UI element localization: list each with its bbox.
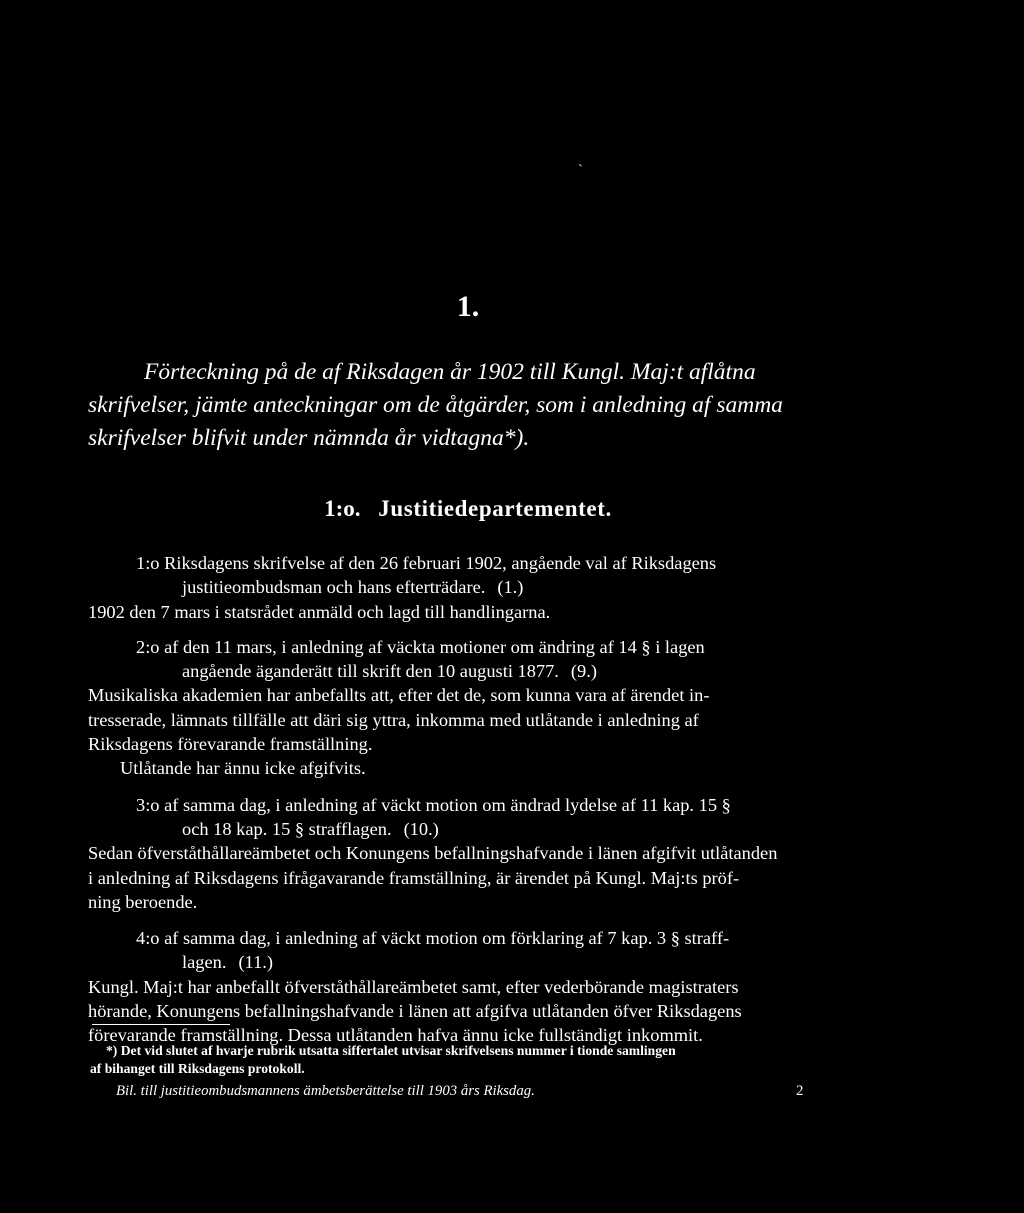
entry-title-text: justitieombudsman och hans efterträdare. [182, 577, 486, 598]
page-number: 1. [456, 290, 480, 323]
section-name: Justitiedepartementet. [378, 496, 612, 521]
signature-text: Bil. till justitieombudsmannens ämbetsberättelse till 1903 års Riksdag. [116, 1083, 535, 1099]
entry-reference-number: (1.) [497, 577, 524, 598]
entry-text-line: Musikaliska akademien har anbefallts att, efter det de, som kunna vara af ärendet in- [88, 685, 710, 706]
document-body [88, 551, 840, 1048]
entry-text-line: i anledning af Riksdagens ifrågavarande framställning, är ärendet på Kungl. Maj:ts pröf- [88, 867, 740, 888]
footnote-rule [92, 1024, 230, 1025]
entry-text-line: hörande, Konungens befallningshafvande i länen att afgifva utlåtanden öfver Riksdagens [88, 1001, 742, 1022]
entry-title-line: 2:o af den 11 mars, i anledning af väckta motioner om ändring af 14 § i lagen [136, 636, 705, 657]
entry-text-line: 1902 den 7 mars i statsrådet anmäld och lagd till handlingarna. [88, 601, 551, 622]
entry-2 [88, 635, 840, 781]
stray-mark: ` [578, 163, 583, 178]
document-title [88, 356, 848, 455]
entry-text [88, 600, 840, 624]
signature-folio: 2 [796, 1083, 804, 1099]
title-line: skrifvelser, jämte anteckningar om de åtgärder, som i anledning af samma [88, 392, 783, 418]
entry-reference-number: (10.) [403, 818, 439, 839]
entry-title-line [136, 575, 840, 599]
entry-text-line: tresserade, lämnats tillfälle att däri sig yttra, inkomma med utlåtande i anledning af [88, 709, 699, 730]
entry-title [88, 551, 840, 600]
entry-title-line [136, 817, 840, 841]
entry-title [88, 926, 840, 975]
entry-title-line: 1:o Riksdagens skrifvelse af den 26 februari 1902, angående val af Riksdagens [136, 553, 717, 573]
section-number: 1:o. [324, 496, 361, 521]
entry-reference-number: (11.) [238, 952, 273, 973]
entry-text-line: Kungl. Maj:t har anbefallt öfverståthållareämbetet samt, efter vederbörande magistraters [88, 976, 739, 997]
entry-title-text: och 18 kap. 15 § strafflagen. [182, 818, 392, 839]
footnote-line: *) Det vid slutet af hvarje rubrik utsatta siffertalet utvisar skrifvelsens nummer i tionde samlingen [106, 1043, 676, 1058]
entry-title-text: angående äganderätt till skrift den 10 augusti 1877. [182, 661, 559, 682]
entry-title-line [136, 659, 840, 683]
footnote-line: af bihanget till Riksdagens protokoll. [90, 1060, 305, 1076]
entry-4 [88, 926, 840, 1047]
entry-text [88, 683, 840, 756]
title-line: skrifvelser blifvit under nämnda år vidtagna*). [88, 425, 530, 451]
section-heading [0, 494, 936, 524]
footnote [90, 1042, 842, 1077]
entry-text-line: Riksdagens förevarande framställning. [88, 734, 373, 755]
entry-title-line: 3:o af samma dag, i anledning af väckt motion om ändrad lydelse af 11 kap. 15 § [136, 794, 731, 815]
entry-title-line [136, 950, 840, 974]
title-line: Förteckning på de af Riksdagen år 1902 till Kungl. Maj:t aflåtna [144, 359, 756, 385]
entry-reference-number: (9.) [570, 661, 597, 682]
entry-text [88, 841, 840, 914]
entry-3 [88, 793, 840, 914]
signature-line [116, 1080, 816, 1102]
entry-title [88, 635, 840, 684]
entry-title-text: lagen. [182, 952, 227, 973]
entry-text-line: förevarande framställning. Dessa utlåtanden hafva ännu icke fullständigt inkommit. [88, 1025, 703, 1046]
entry-status: Utlåtande har ännu icke afgifvits. [120, 758, 366, 779]
entry-text [88, 975, 840, 1048]
entry-text-line: Sedan öfverståthållareämbetet och Konungens befallningshafvande i länen afgifvit utlåtanden [88, 843, 778, 864]
entry-title-line: 4:o af samma dag, i anledning af väckt motion om förklaring af 7 kap. 3 § straff- [136, 928, 730, 949]
entry-text-line: ning beroende. [88, 891, 198, 912]
entry-1 [88, 551, 840, 624]
entry-title [88, 793, 840, 842]
